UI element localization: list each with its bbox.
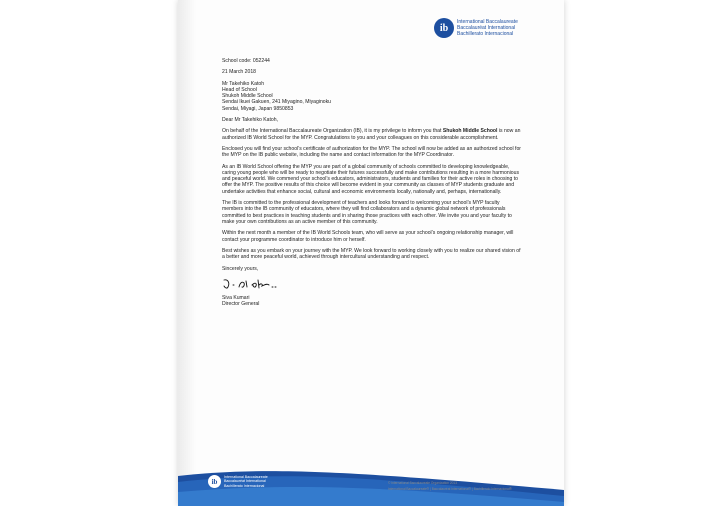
paragraph-1: [222, 128, 522, 141]
paragraph-4: The IB is committed to the professional development of teachers and looks forward to welcoming your school’s MYP faculty members into the IB community of educators, where they will find collaborators and a dynamic global network of professionals committed to best practices in teaching students and in sharing those practices with each other. We invite you and your faculty to make your own contributions as an active member of this community.: [222, 200, 512, 225]
ib-logo-text: [457, 19, 518, 37]
footer-ib-icon: ib: [208, 475, 221, 488]
footer-logo: [208, 475, 268, 488]
ib-logo-icon: ib: [434, 18, 454, 38]
paragraph-1-text-end: is now an authorized IB World School for the MYP. Congratulations to you and your colleagues on this considerable accomplishment.: [222, 128, 521, 141]
salutation: Dear Mr Takehiko Katoh,: [222, 117, 278, 124]
footer-logo-text: [224, 475, 268, 488]
address-line: Mr Takehiko Katoh: [222, 80, 265, 87]
signature-block: [222, 266, 522, 307]
letter-date: 21 March 2018: [222, 69, 256, 76]
footer-org-line: Baccalauréat International: [224, 479, 266, 484]
footer-trademarks: International Baccalaureate® | Baccalauréat International® | Bachillerato Internacional®: [388, 487, 512, 491]
page-shadow: [178, 0, 196, 506]
paragraph-6: Best wishes as you embark on your journey with the MYP. We look forward to working closely with you to realize our shared vision of a better and more peaceful world, achieved through intercultural understanding and respect.: [222, 247, 521, 261]
footer-org-line: International Baccalaureate: [224, 475, 268, 480]
ib-logo: [434, 18, 518, 38]
recipient-address: [222, 81, 522, 112]
school-name: Shukoh Middle School: [442, 128, 498, 135]
org-line-es: Bachillerato Internacional: [457, 31, 514, 37]
address-line: Sendai Ikuei Gakuen, 241 Miyagino, Miyaginoku: [222, 99, 332, 106]
handwritten-signature: [222, 277, 282, 291]
address-line: Sendai, Miyagi, Japan 9850853: [222, 105, 294, 112]
footer-org-line: Bachillerato Internacional: [224, 483, 265, 488]
signer-name: Siva Kumari: [222, 294, 250, 301]
address-line: Shukoh Middle School: [222, 93, 273, 100]
paragraph-1-text: On behalf of the International Baccalaureate Organization (IB), it is my privilege to inform you that: [222, 128, 443, 135]
closing: Sincerely yours,: [222, 266, 259, 273]
org-line-fr: Baccalauréat International: [457, 25, 516, 31]
school-code: School code: 052244: [222, 58, 270, 64]
paragraph-3: As an IB World School offering the MYP you are part of a global community of schools committed to developing knowledgeable, caring young people who will be ready to negotiate their futures successfully and make contributions resulting in a more harmonious and peaceful world. We commend your school’s educators, administrators, students and families for their active roles in choosing to offer the MYP. The positive results of this choice will become evident in your community as classes of MYP students graduate and undertake activities that enhance social, cultural and economic environments locally, nationally and, perhaps, internationally.: [222, 163, 520, 195]
org-line-en: International Baccalaureate: [457, 19, 518, 25]
paragraph-5: Within the next month a member of the IB World Schools team, who will serve as your school’s ongoing relationship manager, will contact your programme coordinator to introduce him or herself.: [222, 230, 514, 243]
footer-info: [388, 480, 558, 492]
letter-page: [178, 0, 564, 506]
footer-copyright: © International Baccalaureate Organization 2013: [388, 481, 457, 485]
letter-body: [222, 58, 522, 307]
signer-title: Director General: [222, 301, 260, 308]
paragraph-2: Enclosed you will find your school’s certificate of authorization for the MYP. The school will now be added as an authorized school for the MYP on the IB public website, including the name and contact information for the MYP Coordinator.: [222, 145, 522, 159]
address-line: Head of School: [222, 86, 257, 93]
